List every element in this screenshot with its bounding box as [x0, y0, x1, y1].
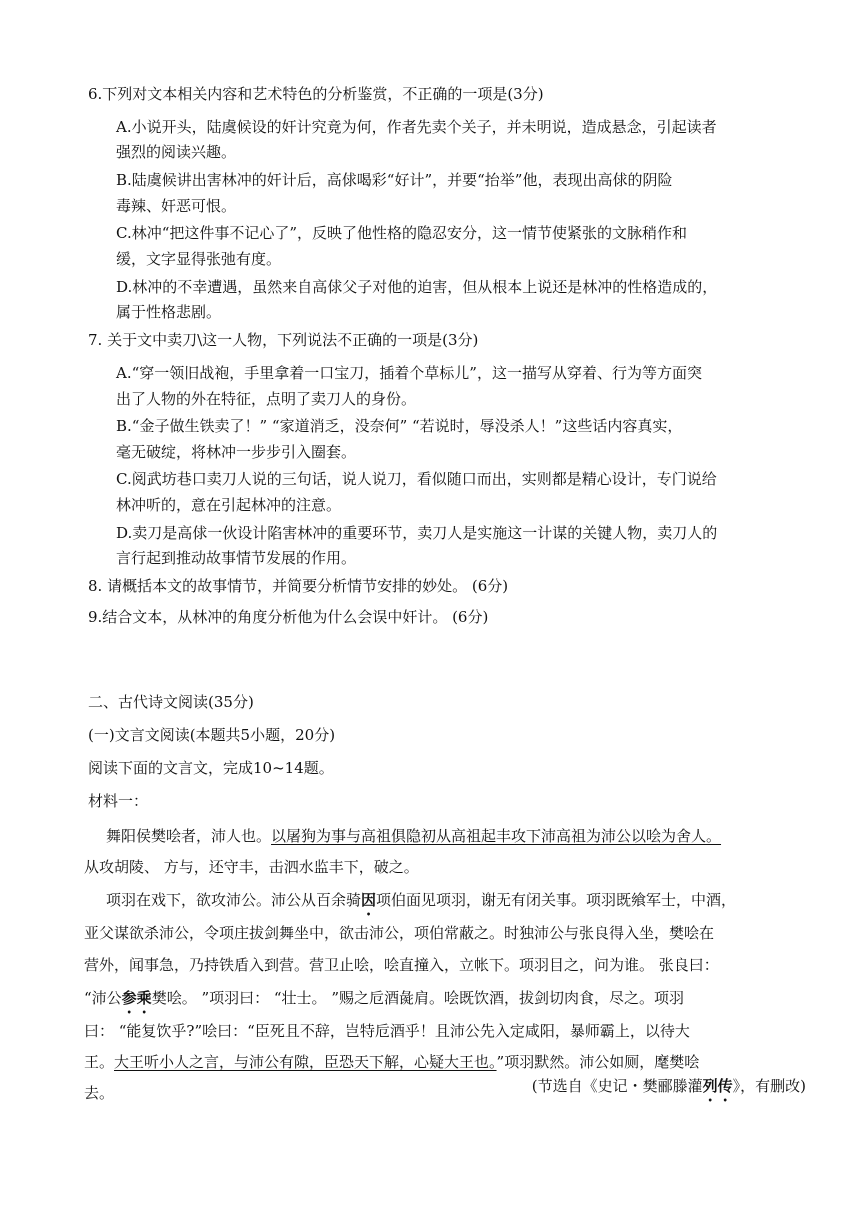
- passage-p2-line5: 曰： “能复饮乎?”哙曰：“臣死且不辞，岂特卮酒乎！且沛公先入定咸阳，暴师霸上，以待大: [84, 1022, 690, 1040]
- source-citation: [532, 1076, 806, 1105]
- q7-option-c-line1: C.阅武坊巷口卖刀人说的三句话，说人说刀，看似随口而出，实则都是精心设计，专门说给: [116, 470, 717, 488]
- section-2-subtitle: (一)文言文阅读(本题共5小题，20分): [88, 726, 336, 744]
- passage-p1-line2: 从攻胡陵、 方与，还守丰，击泗水监丰下，破之。: [84, 858, 419, 876]
- q7-option-b-line1: B.“金子做生铁卖了！” “家道消乏，没奈何” “若说时，辱没杀人！”这些话内容真实，: [116, 417, 683, 435]
- q7-option-b-line2: 毫无破绽，将林冲一步步引入圈套。: [116, 443, 357, 461]
- material-label: 材料一：: [88, 792, 149, 810]
- passage-p2-line2: 亚父谋欲杀沛公，令项庄拔剑舞坐中，欲击沛公，项伯常蔽之。时独沛公与张良得入坐，樊哙在: [84, 924, 715, 942]
- q7-option-c-line2: 林冲听的，意在引起林冲的注意。: [116, 496, 342, 514]
- passage-text: 项伯面见项羽，谢无有闭关事。项羽既飨军士，中酒，: [376, 891, 737, 909]
- q6-option-a-line2: 强烈的阅读兴趣。: [116, 143, 237, 161]
- q7-option-d-line2: 言行起到推动故事情节发展的作用。: [116, 549, 357, 567]
- passage-p2-line1: [106, 890, 736, 919]
- passage-p2-line3: 营外，闻事急，乃持铁盾入到营。营卫止哙，哙直撞入，立帐下。项羽目之，问为谁。 张良曰：: [84, 956, 719, 974]
- q7-option-a-line1: A.“穿一领旧战袍，手里拿着一口宝刀，插着个草标儿”，这一描写从穿着、行为等方面突: [116, 364, 702, 382]
- passage-text: 项羽在戏下，欲攻沛公。沛公从百余骑: [106, 891, 362, 909]
- question-9: 9.结合文本，从林冲的角度分析他为什么会误中奸计。 (6分): [88, 608, 489, 626]
- passage-p2-line6: [84, 1052, 699, 1072]
- citation-text: (节选自《史记・樊郦滕灌: [531, 1077, 703, 1095]
- q6-option-d-line1: D.林冲的不幸遭遇，虽然来自高俅父子对他的迫害，但从根本上说还是林冲的性格造成的，: [116, 278, 718, 296]
- passage-text: 王。: [84, 1053, 115, 1071]
- passage-p2-line4: [84, 988, 684, 1017]
- q7-option-a-line2: 出了人物的外在特征，点明了卖刀人的身份。: [116, 390, 417, 408]
- underlined-sentence-2: 大王听小人之言，与沛公有隙，臣恐天下解，心疑大王也。: [114, 1053, 497, 1071]
- passage-p2-line7: 去。: [84, 1084, 115, 1102]
- question-7-stem: 7. 关于文中卖刀\这一人物，下列说法不正确的一项是(3分): [88, 331, 479, 349]
- emphasized-word-cancheng: 参乘: [121, 989, 152, 1007]
- question-6-stem: 6.下列对文本相关内容和艺术特色的分析鉴赏，不正确的一项是(3分): [88, 85, 544, 103]
- q6-option-b-line2: 毒辣、奸恶可恨。: [116, 197, 237, 215]
- emphasized-word-liezhuan: 列传: [702, 1077, 733, 1095]
- passage-text: 舞阳侯樊哙者，沛人也。: [106, 827, 272, 845]
- question-8: 8. 请概括本文的故事情节，并简要分析情节安排的妙处。 (6分): [88, 577, 509, 595]
- passage-p1-line1: [106, 826, 721, 846]
- section-2-title: 二、古代诗文阅读(35分): [88, 693, 254, 711]
- passage-text: ”项羽默然。沛公如厕，麾樊哙: [496, 1053, 700, 1071]
- emphasized-word-yin: 因: [361, 891, 377, 909]
- q7-option-d-line1: D.卖刀是高俅一伙设计陷害林冲的重要环节，卖刀人是实施这一计谋的关键人物，卖刀人的: [116, 524, 718, 542]
- underlined-sentence-1: 以屠狗为事与高祖俱隐初从高祖起丰攻下沛高祖为沛公以哙为舍人。: [271, 827, 722, 845]
- q6-option-d-line2: 属于性格悲剧。: [116, 303, 222, 321]
- q6-option-b-line1: B.陆虞候讲出害林冲的奸计后，高俅喝彩“好计”，并要“抬举”他，表现出高俅的阴险: [116, 171, 673, 189]
- passage-text: “沛公: [84, 989, 122, 1007]
- section-2-instruction: 阅读下面的文言文，完成10~14题。: [88, 759, 334, 777]
- q6-option-a-line1: A.小说开头，陆虞候设的奸计究竟为何，作者先卖个关子，并未明说，造成悬念，引起读者: [116, 118, 717, 136]
- q6-option-c-line1: C.林冲“把这件事不记心了”，反映了他性格的隐忍安分，这一情节使紧张的文脉稍作和: [116, 224, 688, 242]
- q6-option-c-line2: 缓，文字显得张弛有度。: [116, 250, 282, 268]
- passage-text: 樊哙。 ”项羽曰： “壮士。 ”赐之卮酒彘肩。哙既饮酒，拔剑切肉食，尽之。项羽: [151, 989, 685, 1007]
- citation-text: 》，有删改): [732, 1077, 806, 1095]
